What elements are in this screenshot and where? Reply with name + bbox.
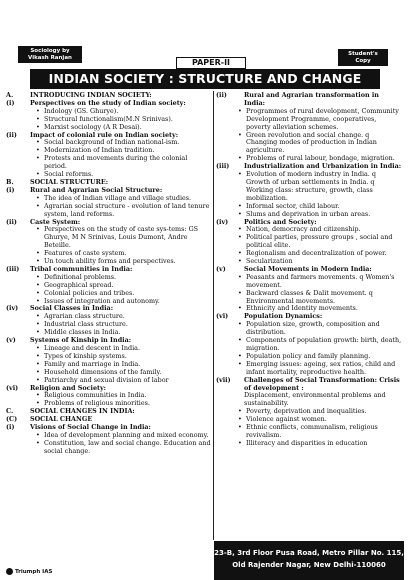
list-item: • Agrarian class structure. xyxy=(44,313,212,321)
topic-b4-list xyxy=(6,313,212,337)
brand xyxy=(6,568,52,575)
topic-r4-list xyxy=(216,226,402,266)
topic-b3-list xyxy=(6,274,212,306)
list-item: • Problems of rural labour, bondage, migration. xyxy=(246,155,402,163)
list-item: • Marxist sociology (A R Desai). xyxy=(44,124,212,132)
list-item: • Lineage and descent in India. xyxy=(44,345,212,353)
topic-a1: (i) Perspectives on the study of Indian society: xyxy=(6,98,186,107)
list-item: • Agrarian social structure - evolution of land tenure system, land reforms. xyxy=(44,203,212,219)
brand-logo-icon xyxy=(6,568,13,575)
topic-r2-list xyxy=(216,108,402,163)
topic-b2-list xyxy=(6,226,212,266)
list-item: • Middle classes in India. xyxy=(44,329,212,337)
list-item: • Ethnicity and Identity movements. xyxy=(246,305,402,313)
topic-c1: (i) Visions of Social Change in India: xyxy=(6,423,151,432)
list-item: • Informal sector, child labour. xyxy=(246,203,402,211)
list-item: • Indology (GS. Ghurye). xyxy=(44,108,212,116)
topic-a2-list xyxy=(6,139,212,179)
list-item: • Violence against women. xyxy=(246,416,402,424)
topic-r7-list xyxy=(216,408,402,448)
topic-b6: (vi) Religion and Society: xyxy=(6,383,107,392)
list-item: • Programmes of rural development, Community Development Programme, cooperatives, poverty alleviation schemes. xyxy=(246,108,402,132)
brand-name: Triumph IAS xyxy=(15,568,53,575)
list-item: • Perspectives on the study of caste sys-tems: GS Ghurye, M N Srinivas, Louis Dumont, Andre Beteille. xyxy=(44,226,212,250)
topic-r7-description: Displacement, environmental problems and sustainability. xyxy=(244,391,386,408)
topic-c1-list xyxy=(6,432,212,456)
students-copy-tag: Student's Copy xyxy=(338,49,388,66)
topic-r2: (ii) Rural and Agrarian transformation in India: xyxy=(216,91,379,107)
list-item: • Population policy and family planning. xyxy=(246,353,402,361)
list-item: • Types of kinship systems. xyxy=(44,353,212,361)
list-item: • Structural functionalism(M.N Srinivas). xyxy=(44,116,212,124)
list-item: • Protests and movements during the colonial period. xyxy=(44,155,212,171)
page-title: INDIAN SOCIETY : STRUCTURE AND CHANGE xyxy=(30,69,380,89)
list-item: • Definitional problems. xyxy=(44,274,212,282)
list-item: • Regionalism and decentralization of power. xyxy=(246,250,402,258)
section-b-heading: B. SOCIAL STRUCTURE: xyxy=(6,177,109,186)
list-item: • Household dimensions of the family. xyxy=(44,369,212,377)
list-item: • Modernization of Indian tradition. xyxy=(44,147,212,155)
topic-b5-list xyxy=(6,345,212,385)
list-item: • Patriarchy and sexual division of labor xyxy=(44,377,212,385)
list-item: • Un touch ability forms and perspectives. xyxy=(44,258,212,266)
list-item: • Political parties, pressure groups , social and political elite. xyxy=(246,234,402,250)
topic-a2: (ii) Impact of colonial rule on Indian society: xyxy=(6,130,179,139)
topic-r6: (vi) Population Dynamics: xyxy=(216,312,323,321)
list-item: • Family and marriage in India. xyxy=(44,361,212,369)
list-item: • The idea of Indian village and village studies. xyxy=(44,195,212,203)
topic-r3: (iii) Industrialization and Urbanization in India: xyxy=(216,162,402,171)
list-item: • Backward classes & Dalit movement. q Environmental movements. xyxy=(246,290,402,306)
topic-r6-list xyxy=(216,321,402,376)
list-item: • Illiteracy and disparities in education xyxy=(246,440,402,448)
topic-r3-list xyxy=(216,171,402,218)
paper-label: PAPER-II xyxy=(176,57,246,69)
address-line-2: Old Rajender Nagar, New Delhi-110060 xyxy=(232,561,386,569)
column-divider xyxy=(213,91,214,540)
topic-b3: (iii) Tribal communities in India: xyxy=(6,264,133,273)
topic-r5: (v) Social Movements in Modern India: xyxy=(216,264,372,273)
list-item: • Nation, democracy and citizenship. xyxy=(246,226,402,234)
list-item: • Secularization xyxy=(246,258,402,266)
list-item: • Constitution, law and social change. Education and social change. xyxy=(44,440,212,456)
address-line-1: 23-B, 3rd Floor Pusa Road, Metro Pillar No. 115, xyxy=(214,549,404,557)
author-tag: Sociology by Vikash Ranjan xyxy=(18,46,82,63)
list-item: • Components of population growth: birth, death, migration. xyxy=(246,337,402,353)
list-item: • Idea of development planning and mixed economy. xyxy=(44,432,212,440)
list-item: • Issues of integration and autonomy. xyxy=(44,298,212,306)
section-c-heading: C. SOCIAL CHANGES IN INDIA: xyxy=(6,407,135,416)
list-item: • Emerging issues: ageing, sex ratios, child and infant mortality, reproductive health. xyxy=(246,361,402,377)
topic-r7: (vii) Challenges of Social Transformation: Crisis of development : xyxy=(216,375,400,392)
list-item: • Industrial class structure. xyxy=(44,321,212,329)
list-item: • Poverty, deprivation and inequalities. xyxy=(246,408,402,416)
list-item: • Green revolution and social change. q Changing modes of production in Indian agriculture. xyxy=(246,132,402,156)
list-item: • Religious communities in India. xyxy=(44,392,212,400)
list-item: • Geographical spread. xyxy=(44,282,212,290)
topic-b2: (ii) Caste System: xyxy=(6,217,81,226)
footer xyxy=(0,541,408,580)
topic-b1-list xyxy=(6,195,212,219)
topic-b4: (iv) Social Classes in India: xyxy=(6,304,114,313)
section-c-subheading: (C) SOCIAL CHANGE xyxy=(6,415,93,424)
section-a-heading: A. INTRODUCING INDIAN SOCIETY: xyxy=(6,91,152,99)
topic-a1-list xyxy=(6,108,212,132)
list-item: • Features of caste system. xyxy=(44,250,212,258)
list-item: • Population size, growth, composition and distribution. xyxy=(246,321,402,337)
left-column xyxy=(6,92,212,456)
address-block xyxy=(214,541,404,580)
topic-r5-list xyxy=(216,274,402,314)
list-item: • Problems of religious minorities. xyxy=(44,400,212,408)
right-column xyxy=(216,92,402,448)
list-item: • Social background of Indian national-ism. xyxy=(44,139,212,147)
topic-b5: (v) Systems of Kinship in India: xyxy=(6,336,132,345)
topic-b6-list xyxy=(6,392,212,408)
list-item: • Slums and deprivation in urban areas. xyxy=(246,211,402,219)
list-item: • Evolution of modern industry in India. q Growth of urban settlements in India. q Working class: structure, growth, class mobilization. xyxy=(246,171,402,203)
list-item: • Ethnic conflicts, communalism, religious revivalism. xyxy=(246,424,402,440)
list-item: • Colonial policies and tribes. xyxy=(44,290,212,298)
topic-b1: (i) Rural and Agrarian Social Structure: xyxy=(6,185,163,194)
list-item: • Peasants and farmers movements. q Women's movement. xyxy=(246,274,402,290)
list-item: • Social reforms. xyxy=(44,171,212,179)
topic-r4: (iv) Politics and Society: xyxy=(216,217,317,226)
